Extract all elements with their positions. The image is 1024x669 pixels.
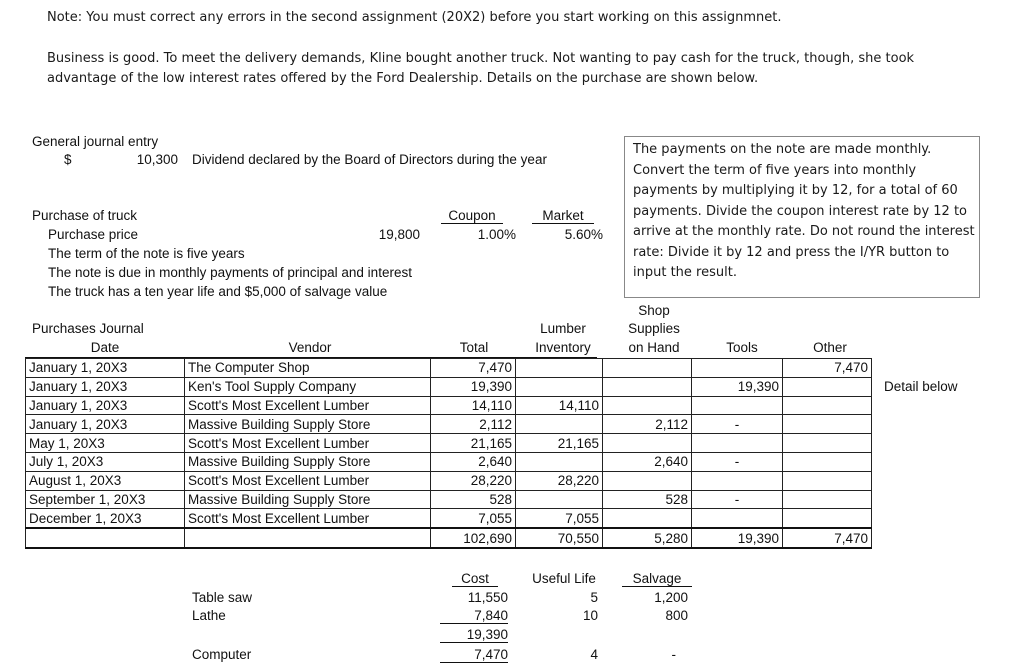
cell-date: July 1, 20X3 <box>26 452 185 471</box>
cell-lumber <box>516 490 603 509</box>
cell-vendor: Ken's Tool Supply Company <box>185 377 431 396</box>
asset-salvage-computer: - <box>671 647 676 662</box>
header-date: Date <box>90 340 120 355</box>
total-lumber: 70,550 <box>516 528 603 548</box>
cell-total: 21,165 <box>431 434 516 453</box>
total-blank-date <box>26 528 185 548</box>
cell-other <box>783 396 872 415</box>
cell-date: January 1, 20X3 <box>26 396 185 415</box>
asset-life-table-saw: 5 <box>590 590 598 605</box>
cell-other <box>783 490 872 509</box>
header-lumber-1: Lumber <box>540 321 586 336</box>
purchases-title: Purchases Journal <box>32 321 144 336</box>
header-other: Other <box>813 340 847 355</box>
intro-line-1: Business is good. To meet the delivery demands, Kline bought another truck. Not wanting to pay cash for the truck, though, she took <box>47 51 915 66</box>
cell-tools: - <box>692 452 783 471</box>
cell-tools: - <box>692 415 783 434</box>
cell-lumber: 21,165 <box>516 434 603 453</box>
asset-cost-lathe: 7,840 <box>440 608 508 624</box>
asset-subtotal: 19,390 <box>440 627 508 643</box>
header-shop-3: on Hand <box>628 340 680 355</box>
cell-vendor: Scott's Most Excellent Lumber <box>185 434 431 453</box>
cell-date: December 1, 20X3 <box>26 509 185 528</box>
asset-header-life: Useful Life <box>532 571 596 586</box>
header-tools: Tools <box>726 340 758 355</box>
cell-lumber <box>516 452 603 471</box>
cell-shop: 2,640 <box>603 452 692 471</box>
cell-lumber <box>516 415 603 434</box>
table-row <box>26 359 872 378</box>
purchases-journal-table <box>25 358 872 549</box>
coupon-rate: 1.00% <box>477 227 516 242</box>
journal-amount: 10,300 <box>136 152 178 167</box>
cell-date: January 1, 20X3 <box>26 359 185 378</box>
header-total: Total <box>459 340 489 355</box>
table-row <box>26 415 872 434</box>
total-shop: 5,280 <box>603 528 692 548</box>
table-row <box>26 396 872 415</box>
cell-vendor: The Computer Shop <box>185 359 431 378</box>
cell-total: 7,055 <box>431 509 516 528</box>
cell-other <box>783 452 872 471</box>
detail-note: Detail below <box>884 379 958 394</box>
asset-life-lathe: 10 <box>582 608 598 623</box>
market-rate: 5.60% <box>564 227 603 242</box>
header-vendor: Vendor <box>288 340 332 355</box>
intro-line-2: advantage of the low interest rates offered by the Ford Dealership. Details on the purchase are shown below. <box>47 71 759 86</box>
cell-tools <box>692 509 783 528</box>
cell-other <box>783 377 872 396</box>
total-blank-vendor <box>185 528 431 548</box>
cell-other: 7,470 <box>783 359 872 378</box>
coupon-label: Coupon <box>441 208 503 224</box>
journal-label: General journal entry <box>32 134 159 149</box>
cell-tools <box>692 471 783 490</box>
asset-life-computer: 4 <box>590 647 598 662</box>
cell-tools: - <box>692 490 783 509</box>
cell-lumber <box>516 359 603 378</box>
cell-date: May 1, 20X3 <box>26 434 185 453</box>
cell-vendor: Massive Building Supply Store <box>185 415 431 434</box>
cell-lumber: 14,110 <box>516 396 603 415</box>
cell-shop <box>603 471 692 490</box>
cell-vendor: Scott's Most Excellent Lumber <box>185 471 431 490</box>
table-row <box>26 377 872 396</box>
cell-other <box>783 509 872 528</box>
cell-vendor: Massive Building Supply Store <box>185 490 431 509</box>
total-tools: 19,390 <box>692 528 783 548</box>
cell-shop <box>603 509 692 528</box>
cell-date: January 1, 20X3 <box>26 377 185 396</box>
cell-tools <box>692 359 783 378</box>
table-row <box>26 471 872 490</box>
info-box-text: The payments on the note are made monthly. Convert the term of five years into monthly payments by multiplying it by 12, for a total of 60 payments. Divide the coupon interest rate by 12 to arrive at the monthly rate. Do not round the interest rate: Divide it by 12 and press the I/YR button to input the result. <box>633 142 975 280</box>
total-total: 102,690 <box>431 528 516 548</box>
cell-other <box>783 415 872 434</box>
cell-total: 14,110 <box>431 396 516 415</box>
cell-shop <box>603 396 692 415</box>
cell-shop <box>603 377 692 396</box>
table-row <box>26 490 872 509</box>
payments-text: The note is due in monthly payments of principal and interest <box>48 265 412 280</box>
market-label: Market <box>532 208 594 224</box>
cell-date: January 1, 20X3 <box>26 415 185 434</box>
total-other: 7,470 <box>783 528 872 548</box>
cell-shop <box>603 434 692 453</box>
header-shop-2: Supplies <box>628 321 680 336</box>
cell-other <box>783 434 872 453</box>
cell-total: 2,640 <box>431 452 516 471</box>
header-lumber-2: Inventory <box>535 340 591 355</box>
table-row <box>26 509 872 528</box>
cell-vendor: Massive Building Supply Store <box>185 452 431 471</box>
cell-other <box>783 471 872 490</box>
truck-title: Purchase of truck <box>32 208 138 223</box>
cell-vendor: Scott's Most Excellent Lumber <box>185 396 431 415</box>
price-label: Purchase price <box>48 227 139 242</box>
cell-shop: 2,112 <box>603 415 692 434</box>
cell-lumber: 7,055 <box>516 509 603 528</box>
cell-total: 528 <box>431 490 516 509</box>
journal-currency: $ <box>64 152 72 167</box>
journal-description: Dividend declared by the Board of Directors during the year <box>192 152 547 167</box>
asset-cost-table-saw: 11,550 <box>467 590 508 605</box>
asset-name-computer: Computer <box>192 647 252 662</box>
term-text: The term of the note is five years <box>48 246 245 261</box>
cell-shop: 528 <box>603 490 692 509</box>
assignment-note: Note: You must correct any errors in the second assignment (20X2) before you start working on this assignmnet. <box>47 10 782 25</box>
cell-tools: 19,390 <box>692 377 783 396</box>
cell-total: 28,220 <box>431 471 516 490</box>
totals-row <box>26 528 872 548</box>
asset-name-table-saw: Table saw <box>192 590 253 605</box>
life-text: The truck has a ten year life and $5,000 of salvage value <box>48 284 388 299</box>
cell-total: 19,390 <box>431 377 516 396</box>
price-value: 19,800 <box>378 227 420 242</box>
cell-vendor: Scott's Most Excellent Lumber <box>185 509 431 528</box>
cell-total: 7,470 <box>431 359 516 378</box>
cell-lumber: 28,220 <box>516 471 603 490</box>
asset-salvage-lathe: 800 <box>665 608 688 623</box>
asset-header-cost: Cost <box>452 571 498 587</box>
table-row <box>26 434 872 453</box>
cell-total: 2,112 <box>431 415 516 434</box>
cell-tools <box>692 434 783 453</box>
asset-header-salvage: Salvage <box>622 571 692 587</box>
table-row <box>26 452 872 471</box>
header-shop-1: Shop <box>638 303 670 318</box>
asset-cost-computer: 7,470 <box>440 647 508 663</box>
cell-tools <box>692 396 783 415</box>
asset-name-lathe: Lathe <box>192 608 226 623</box>
cell-date: August 1, 20X3 <box>26 471 185 490</box>
asset-salvage-table-saw: 1,200 <box>654 590 688 605</box>
cell-shop <box>603 359 692 378</box>
cell-date: September 1, 20X3 <box>26 490 185 509</box>
cell-lumber <box>516 377 603 396</box>
